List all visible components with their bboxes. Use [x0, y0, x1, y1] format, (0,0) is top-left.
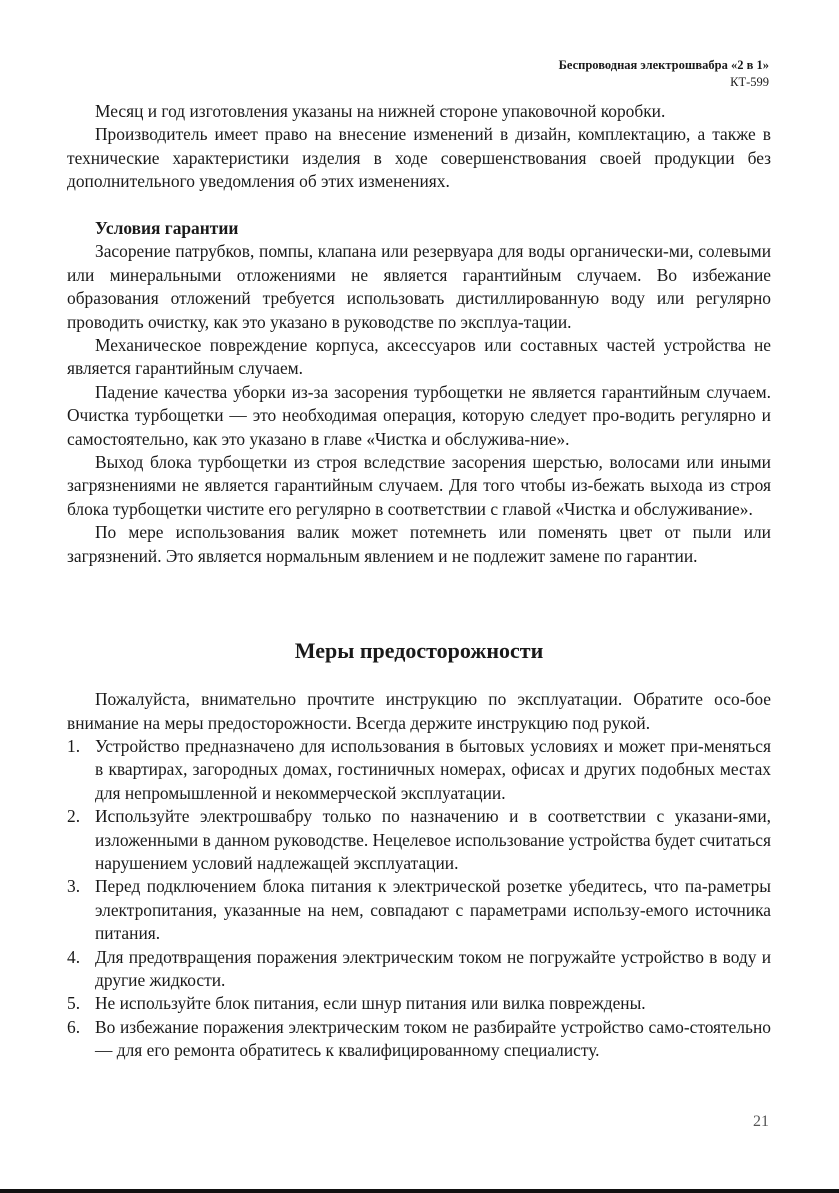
bottom-rule	[0, 1189, 839, 1193]
list-item: 6. Во избежание поражения электрическим током не разбирайте устройство само-стоятельно — для его ремонта обратитесь к квалифицированному специалисту.	[67, 1016, 771, 1061]
section-title: Меры предосторожности	[294, 638, 544, 664]
list-item: 3. Перед подключением блока питания к электрической розетке убедитесь, что па-раметры электропитания, указанные на нем, совпадают с параметрами использу-емого источника питания.	[67, 876, 771, 944]
running-header	[559, 57, 769, 91]
page-number: 21	[753, 1113, 769, 1130]
header-title: Беспроводная электрошвабра «2 в 1»	[558, 58, 769, 72]
warranty-paragraph-2: Механическое повреждение корпуса, аксессуаров или составных частей устройства не является гарантийным случаем.	[67, 335, 771, 379]
warranty-paragraph-1: Засорение патрубков, помпы, клапана или резервуара для воды органически-ми, солевыми или минеральными отложениями не является гарантийным случаем. Во избежание образования отложений требуется использовать дистиллированную воду или регулярно проводить очистку, как это указано в руководстве по эксплуа-тации.	[67, 241, 771, 332]
list-item: 5. Не используйте блок питания, если шнур питания или вилка повреждены.	[67, 993, 646, 1014]
page-content	[67, 100, 771, 1063]
list-item: 2. Используйте электрошвабру только по назначению и в соответствии с указани-ями, изложенными в данном руководстве. Нецелевое использование устройства будет считаться нарушением условий надлежащей эксплуатации.	[67, 806, 771, 873]
warranty-heading: Условия гарантии	[95, 218, 239, 239]
intro-paragraph-1: Месяц и год изготовления указаны на нижней стороне упаковочной коробки.	[95, 101, 666, 121]
precautions-list	[67, 735, 771, 1063]
warranty-paragraph-5: По мере использования валик может потемнеть или поменять цвет от пыли или загрязнений. Это является нормальным явлением и не подлежит замене по гарантии.	[67, 522, 771, 566]
warranty-paragraph-4: Выход блока турбощетки из строя вследствие засорения шерстью, волосами или иными загрязнениями не является гарантийным случаем. Для того чтобы из-бежать выхода из строя блока турбощетки чистите его регулярно в соответствии с главой «Чистка и обслуживание».	[67, 452, 771, 519]
intro-paragraph-2: Производитель имеет право на внесение изменений в дизайн, комплектацию, а также в технические характеристики изделия в ходе совершенствования своей продукции без дополнительного уведомления об этих изменениях.	[67, 124, 771, 192]
header-model: КТ-599	[730, 75, 769, 89]
precautions-intro: Пожалуйста, внимательно прочтите инструкцию по эксплуатации. Обратите осо-бое внимание на меры предосторожности. Всегда держите инструкцию под рукой.	[67, 689, 771, 733]
list-item: 1. Устройство предназначено для использования в бытовых условиях и может при-меняться в квартирах, загородных домах, гостиничных номерах, офисах и других подобных местах для непромышленной и некоммерческой эксплуатации.	[67, 735, 771, 803]
warranty-paragraph-3: Падение качества уборки из-за засорения турбощетки не является гарантийным случаем. Очистка турбощетки — это необходимая операция, которую следует про-водить регулярно и самостоятельно, как это указано в главе «Чистка и обслужива-ние».	[67, 381, 771, 449]
list-item: 4. Для предотвращения поражения электрическим током не погружайте устройство в воду и другие жидкости.	[67, 946, 771, 990]
